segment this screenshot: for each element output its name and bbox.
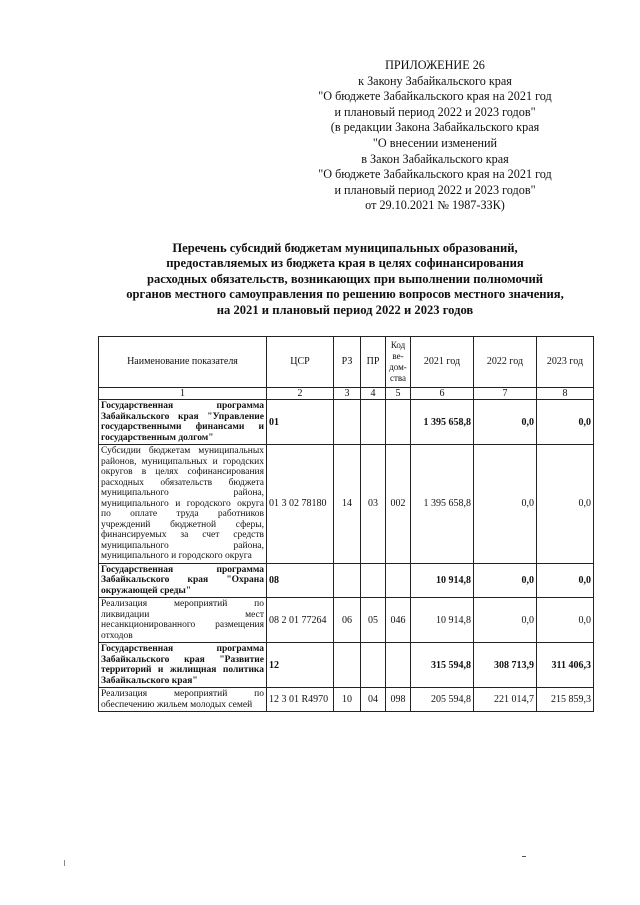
- row-csr: 12 3 01 R4970: [267, 688, 334, 712]
- row-pr: [361, 643, 386, 688]
- row-pr: 04: [361, 688, 386, 712]
- row-pr: 05: [361, 598, 386, 643]
- table-row: [99, 400, 594, 445]
- row-2022: 308 713,9: [474, 643, 537, 688]
- appendix-line: "О бюджете Забайкальского края на 2021 год: [318, 167, 552, 182]
- row-2023: 215 859,3: [537, 688, 594, 712]
- row-rz: 10: [334, 688, 361, 712]
- table-row: [99, 688, 594, 712]
- appendix-line: (в редакции Закона Забайкальского края: [330, 120, 540, 135]
- header-row: [99, 337, 594, 388]
- header-rz: РЗ: [334, 337, 361, 388]
- row-2023: 0,0: [537, 400, 594, 445]
- row-rz: [334, 400, 361, 445]
- row-2021: 1 395 658,8: [411, 400, 474, 445]
- row-kod: [386, 400, 411, 445]
- document-title: [95, 241, 595, 318]
- row-rz: [334, 563, 361, 598]
- row-2022: 0,0: [474, 563, 537, 598]
- appendix-line: и плановый период 2022 и 2023 годов": [334, 104, 536, 119]
- row-2022: 0,0: [474, 598, 537, 643]
- header-kod: Код ве-дом-ства: [386, 337, 411, 388]
- row-csr: 01: [267, 400, 334, 445]
- header-2022: 2022 год: [474, 337, 537, 388]
- header-2021: 2021 год: [411, 337, 474, 388]
- title-line: предоставляемых из бюджета края в целях софинансирования: [166, 256, 524, 271]
- row-2023: 0,0: [537, 445, 594, 564]
- column-number: 5: [386, 388, 411, 400]
- row-kod: 046: [386, 598, 411, 643]
- row-csr: 08: [267, 563, 334, 598]
- row-name: Государственная программа Забайкальского края "Охрана окружающей среды": [99, 563, 267, 598]
- row-pr: [361, 563, 386, 598]
- appendix-block: [290, 58, 580, 214]
- scan-mark: [64, 860, 65, 866]
- row-pr: 03: [361, 445, 386, 564]
- column-number: 7: [474, 388, 537, 400]
- column-number: 2: [267, 388, 334, 400]
- row-2021: 205 594,8: [411, 688, 474, 712]
- title-line: на 2021 и плановый период 2022 и 2023 годов: [216, 302, 474, 317]
- appendix-line: "О внесении изменений: [372, 135, 498, 150]
- table-row: [99, 563, 594, 598]
- row-csr: 12: [267, 643, 334, 688]
- column-number: 3: [334, 388, 361, 400]
- title-line: Перечень субсидий бюджетам муниципальных образований,: [172, 241, 518, 255]
- row-2021: 1 395 658,8: [411, 445, 474, 564]
- appendix-line: в Закон Забайкальского края: [361, 151, 509, 166]
- table-row: [99, 643, 594, 688]
- row-2021: 10 914,8: [411, 563, 474, 598]
- header-pr: ПР: [361, 337, 386, 388]
- title-line: органов местного самоуправления по решению вопросов местного значения,: [126, 287, 564, 302]
- header-csr: ЦСР: [267, 337, 334, 388]
- row-2022: 0,0: [474, 400, 537, 445]
- column-number: 1: [99, 388, 267, 400]
- row-kod: 002: [386, 445, 411, 564]
- row-kod: [386, 643, 411, 688]
- row-name: Реализация мероприятий по ликвидации мест несанкционированного размещения отходов: [99, 598, 267, 643]
- title-line: расходных обязательств, возникающих при выполнении полномочий: [146, 271, 544, 286]
- column-number-row: [99, 388, 594, 400]
- row-2023: 311 406,3: [537, 643, 594, 688]
- row-csr: 01 3 02 78180: [267, 445, 334, 564]
- row-2021: 10 914,8: [411, 598, 474, 643]
- row-name: Субсидии бюджетам муниципальных районов, муниципальных и городских округов в целях софинансирования расходных обязательств бюджета муниципального района, муниципального и городского округа по оплате труда работников учреждений бюджетной сферы, финансируемых за счет средств муниципального района, муниципального и городского округа: [99, 445, 267, 564]
- table-row: [99, 598, 594, 643]
- row-2023: 0,0: [537, 598, 594, 643]
- row-name: Государственная программа Забайкальского края "Развитие территорий и жилищная политика Забайкальского края": [99, 643, 267, 688]
- header-name: Наименование показателя: [99, 337, 267, 388]
- row-csr: 08 2 01 77264: [267, 598, 334, 643]
- row-rz: 06: [334, 598, 361, 643]
- column-number: 6: [411, 388, 474, 400]
- scan-mark: [522, 856, 526, 857]
- row-pr: [361, 400, 386, 445]
- appendix-line: ПРИЛОЖЕНИЕ 26: [385, 58, 485, 72]
- row-2021: 315 594,8: [411, 643, 474, 688]
- row-name: Государственная программа Забайкальского края "Управление государственными финансами и государственным долгом": [99, 400, 267, 445]
- subsidies-table: [98, 336, 594, 712]
- header-2023: 2023 год: [537, 337, 594, 388]
- table-row: [99, 445, 594, 564]
- row-kod: 098: [386, 688, 411, 712]
- row-rz: 14: [334, 445, 361, 564]
- appendix-line: к Закону Забайкальского края: [358, 73, 512, 88]
- column-number: 8: [537, 388, 594, 400]
- appendix-line: "О бюджете Забайкальского края на 2021 год: [318, 89, 552, 104]
- row-2022: 221 014,7: [474, 688, 537, 712]
- row-rz: [334, 643, 361, 688]
- row-name: Реализация мероприятий по обеспечению жильем молодых семей: [99, 688, 267, 712]
- column-number: 4: [361, 388, 386, 400]
- appendix-line: и плановый период 2022 и 2023 годов": [334, 182, 536, 197]
- appendix-line: от 29.10.2021 № 1987-ЗЗК): [365, 198, 505, 213]
- row-2022: 0,0: [474, 445, 537, 564]
- row-2023: 0,0: [537, 563, 594, 598]
- row-kod: [386, 563, 411, 598]
